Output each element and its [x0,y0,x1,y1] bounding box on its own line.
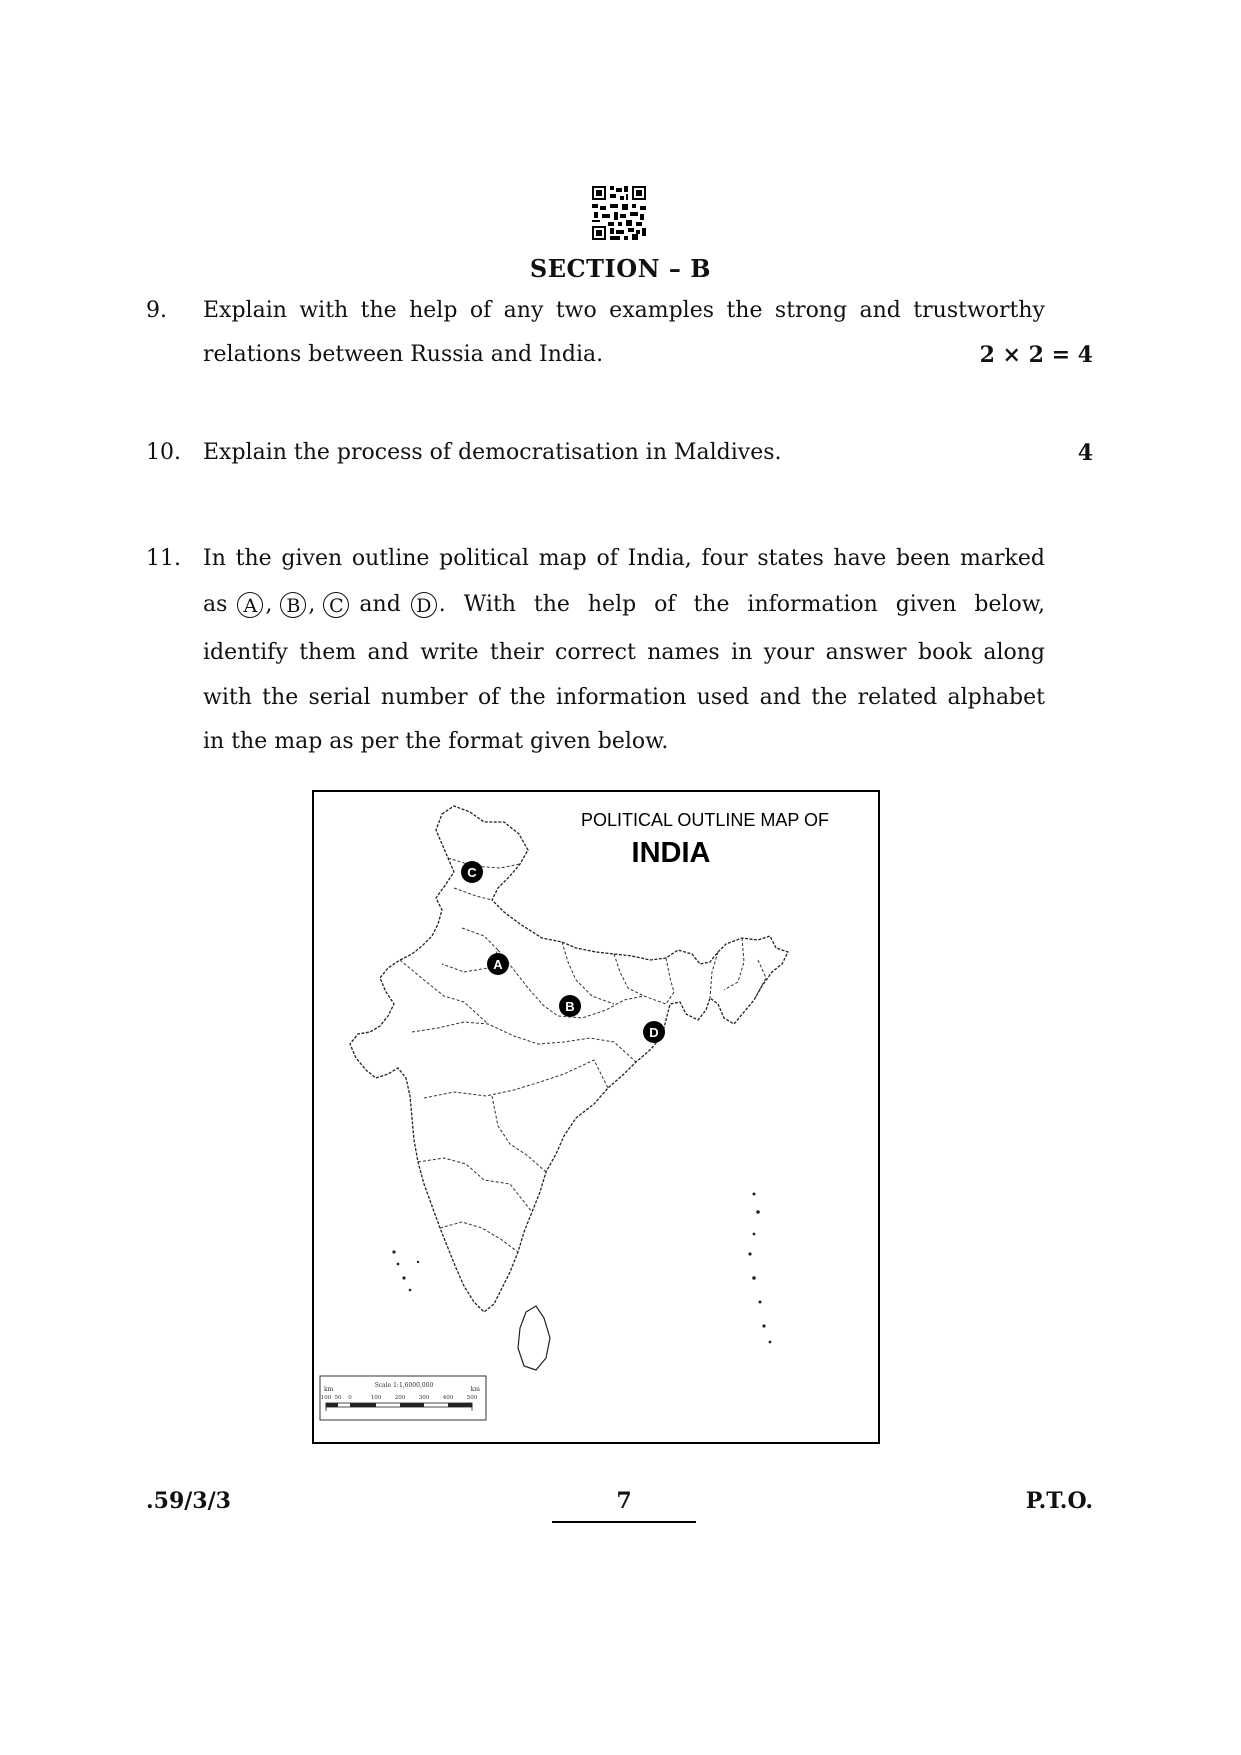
scale-label: Scale 1:1,6000,000 [374,1382,434,1389]
option-b-circle: B [280,592,306,618]
page-number-underline [552,1521,696,1523]
question-11-line-1: In the given outline political map of India, four states have been marked [203,546,1045,571]
question-9-line-1: Explain with the help of any two examples the strong and trustworthy [203,298,1045,323]
question-9-marks: 2 × 2 = 4 [979,342,1093,368]
scale-tick-label: 50 [334,1395,342,1401]
question-10-number: 10. [146,440,181,465]
option-a-circle: A [237,592,263,618]
question-9-line-2: relations between Russia and India. [203,342,604,367]
map-title-line-2: INDIA [631,837,711,869]
marker-d-label: D [649,1025,659,1040]
question-11-line-2: as A , B , C and D . With the help of the information given below, [203,583,1045,627]
question-10-marks: 4 [1077,440,1093,466]
question-11-line-4: with the serial number of the information used and the related alphabet [203,685,1045,710]
question-10-text: Explain the process of democratisation in Maldives. [203,440,782,465]
islands [392,1193,771,1344]
india-outline-map [314,792,878,1442]
option-c-circle: C [323,592,349,618]
marker-a-label: A [493,957,503,972]
marker-d [643,1021,665,1043]
question-11-number: 11. [146,546,181,571]
scale-tick-label: 200 [394,1395,406,1401]
question-11-as: as [203,592,228,617]
qr-code-icon [592,186,646,240]
marker-c [461,861,483,883]
question-11-and: and [359,592,401,617]
question-9-number: 9. [146,298,167,323]
marker-c-label: C [467,865,477,880]
section-title: SECTION – B [529,254,712,283]
scale-tick-label: 300 [418,1395,430,1401]
pto-label: P.T.O. [1025,1488,1093,1514]
marker-a [487,953,509,975]
scale-tick-label: 100 [370,1395,382,1401]
scale-unit-left: km [324,1386,334,1393]
marker-b [559,995,581,1017]
scale-tick-label: 0 [348,1395,352,1401]
question-11-line-5: in the map as per the format given below. [203,729,669,754]
india-outline [350,806,788,1312]
question-11-line-2-rest: . With the help of the information given below, [438,592,1045,617]
map-scale-bar [320,1376,486,1420]
option-d-circle: D [411,592,437,618]
page-number: 7 [616,1488,632,1514]
marker-b-label: B [565,999,575,1014]
scale-tick-label: 100 [320,1395,332,1401]
state-boundaries [400,858,766,1252]
map-title-line-1: POLITICAL OUTLINE MAP OF [581,810,830,830]
scale-unit-right: km [470,1386,480,1393]
paper-code: .59/3/3 [146,1488,231,1514]
question-11-line-3: identify them and write their correct names in your answer book along [203,640,1045,665]
scale-tick-label: 400 [442,1395,454,1401]
scale-tick-label: 500 [466,1395,478,1401]
sri-lanka-outline [518,1306,550,1370]
india-map-frame [312,790,880,1444]
